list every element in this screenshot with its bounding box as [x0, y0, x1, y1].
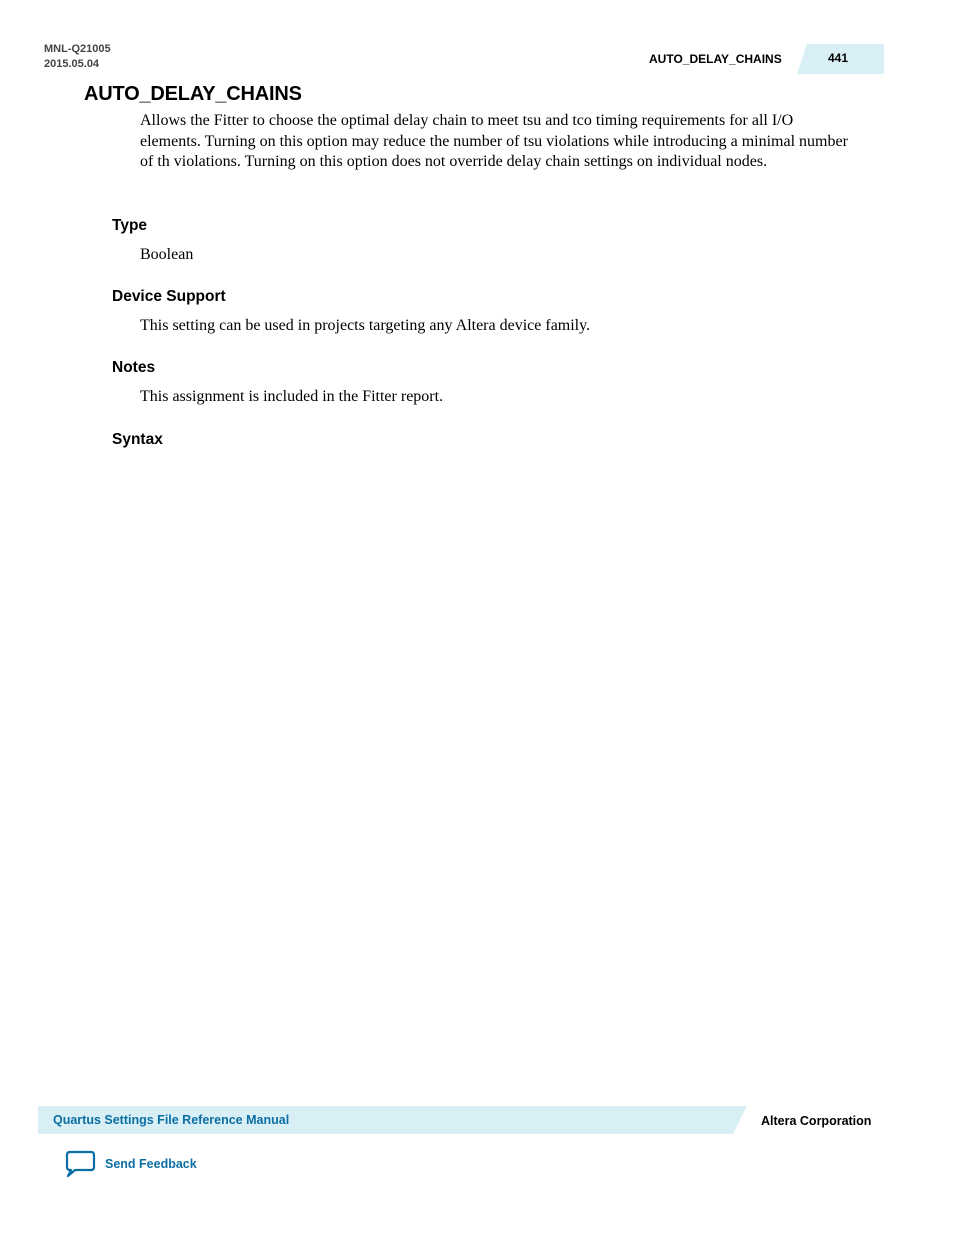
notes-text: This assignment is included in the Fitter report.	[140, 388, 444, 405]
device-support-text: This setting can be used in projects targeting any Altera device family.	[140, 317, 591, 334]
send-feedback-label[interactable]: Send Feedback	[105, 1157, 197, 1171]
intro-paragraph: Allows the Fitter to choose the optimal delay chain to meet tsu and tco timing requirements for all I/O elements. Turning on this option may reduce the number of tsu violations while introducing a minimal number of th violations. Turning on this option does not override delay chain settings on individual nodes.	[140, 112, 848, 171]
document-id: MNL-Q21005	[44, 43, 111, 55]
footer-manual-title[interactable]: Quartus Settings File Reference Manual	[53, 1113, 290, 1127]
type-heading: Type	[112, 217, 148, 234]
page-number: 441	[828, 51, 849, 65]
syntax-heading: Syntax	[112, 431, 163, 448]
type-value: Boolean	[140, 246, 194, 263]
notes-heading: Notes	[112, 359, 156, 376]
document-meta	[44, 42, 111, 72]
footer-company: Altera Corporation	[761, 1114, 872, 1128]
send-feedback-link[interactable]	[64, 1150, 197, 1178]
document-date: 2015.05.04	[44, 58, 100, 70]
running-title: AUTO_DELAY_CHAINS	[649, 52, 782, 66]
page-title: AUTO_DELAY_CHAINS	[84, 83, 302, 105]
device-support-heading: Device Support	[112, 288, 226, 305]
speech-bubble-icon	[64, 1150, 96, 1178]
